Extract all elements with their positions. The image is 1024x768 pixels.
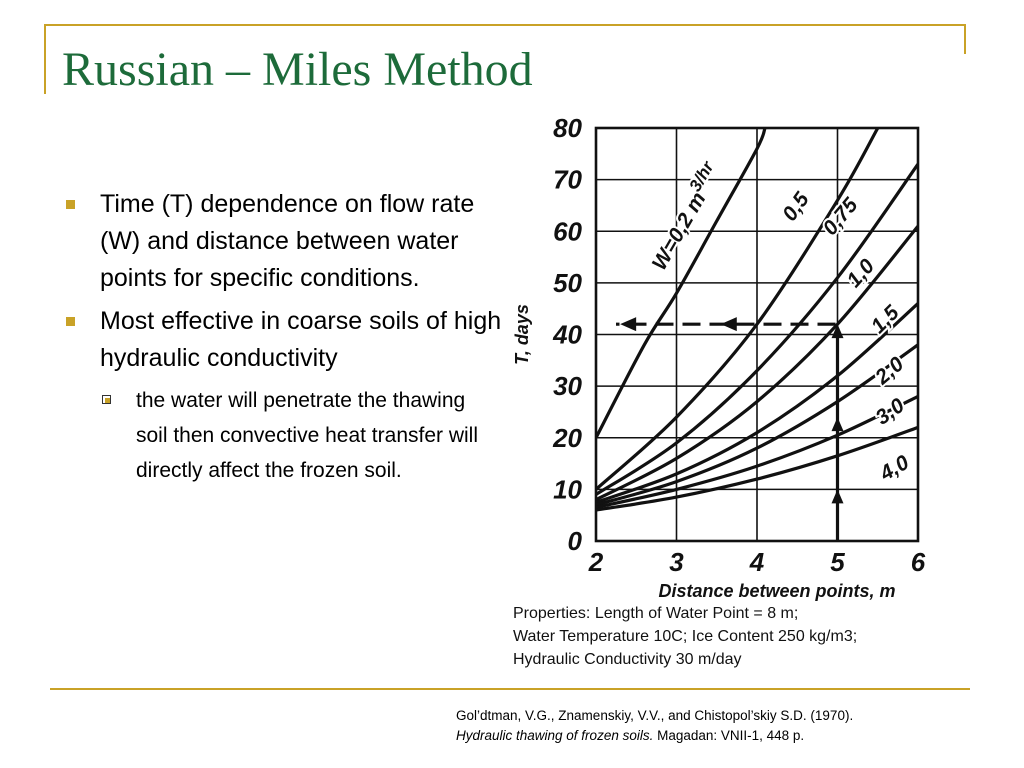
series-label: 0,5 xyxy=(778,188,814,226)
bullet-text: Most effective in coarse soils of high hydraulic conductivity xyxy=(100,307,502,372)
y-tick-label: 20 xyxy=(553,422,582,453)
series-label-main: W=0,2 m xyxy=(647,188,711,275)
x-tick-label: 2 xyxy=(588,547,604,577)
series-label xyxy=(643,157,727,274)
arrowhead-left-icon xyxy=(721,317,737,331)
arrowhead-up-icon xyxy=(832,324,844,338)
x-tick-label: 4 xyxy=(749,547,765,577)
frame-left-line xyxy=(44,24,46,94)
y-tick-label: 0 xyxy=(567,526,582,556)
bullet-item xyxy=(62,186,502,297)
bullet-square-icon xyxy=(66,317,75,326)
citation-publisher: Magadan: VNII-1, 448 p. xyxy=(653,728,805,743)
citation-line: Gol’dtman, V.G., Znamenskiy, V.V., and Chistopol’skiy S.D. (1970). xyxy=(456,708,854,723)
arrowhead-left-icon xyxy=(620,317,636,331)
bullet-list xyxy=(62,186,502,488)
y-tick-label: 10 xyxy=(553,474,582,505)
bullet-square-icon xyxy=(66,200,75,209)
y-tick-label: 60 xyxy=(553,216,582,247)
series-label-unit: 3/hr xyxy=(685,158,718,195)
y-tick-label: 50 xyxy=(553,267,582,298)
sub-bullet-text: the water will penetrate the thawing soil then convective heat transfer will directly affect the frozen soil. xyxy=(136,389,478,482)
series-label: 2,0 xyxy=(871,352,909,390)
y-tick-label: 40 xyxy=(553,319,582,350)
x-tick-label: 5 xyxy=(830,547,845,577)
properties-caption xyxy=(513,602,933,671)
series-label: 3,0 xyxy=(871,393,909,430)
x-tick-label: 6 xyxy=(910,547,926,577)
sub-bullet-item xyxy=(62,383,502,488)
citation-line xyxy=(456,726,853,746)
bullet-text: Time (T) dependence on flow rate (W) and distance between water points for specific conditions. xyxy=(100,190,475,292)
properties-line: Water Temperature 10C; Ice Content 250 kg/m3; xyxy=(513,628,858,645)
series-label: 1,5 xyxy=(866,301,904,339)
arrowhead-up-icon xyxy=(832,489,844,503)
series-label: 1,0 xyxy=(842,254,880,292)
citation xyxy=(456,706,853,746)
slide-title: Russian – Miles Method xyxy=(62,43,533,96)
frame-right-line xyxy=(964,24,966,54)
properties-line: Hydraulic Conductivity 30 m/day xyxy=(513,651,742,668)
y-tick-label: 80 xyxy=(553,113,582,143)
properties-line: Properties: Length of Water Point = 8 m; xyxy=(513,605,799,622)
series-label: 0,75 xyxy=(818,193,863,240)
series-label: 4,0 xyxy=(876,450,914,486)
frame-top-line xyxy=(44,24,966,26)
footer-rule xyxy=(50,688,970,690)
y-axis-label: T, days xyxy=(512,304,532,365)
y-tick-label: 70 xyxy=(553,164,582,195)
y-tick-label: 30 xyxy=(553,371,582,402)
time-distance-chart xyxy=(500,108,940,602)
bullet-item xyxy=(62,303,502,377)
arrowhead-up-icon xyxy=(832,417,844,431)
sub-bullet-box-icon xyxy=(102,395,111,404)
x-axis-label: Distance between points, m xyxy=(658,581,896,601)
x-tick-label: 3 xyxy=(669,547,684,577)
citation-title: Hydraulic thawing of frozen soils. xyxy=(456,728,654,743)
